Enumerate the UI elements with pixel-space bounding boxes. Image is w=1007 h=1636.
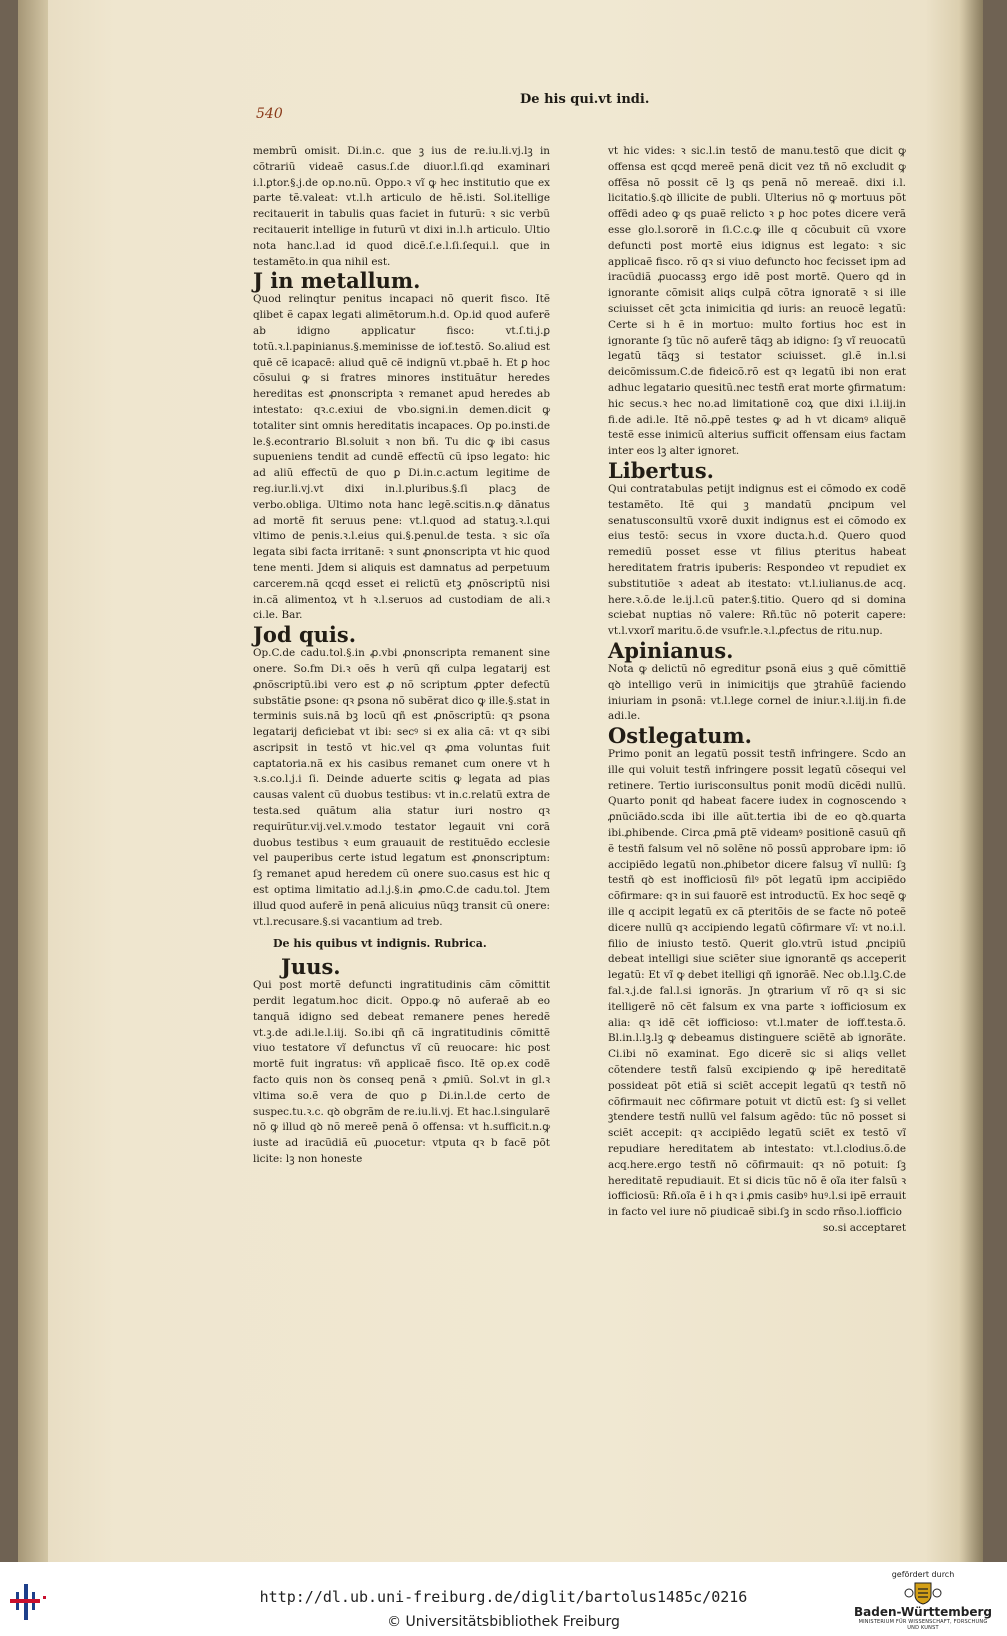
- section-heading: Ostlegatum.: [608, 723, 752, 749]
- section-heading: J in metallum.: [253, 268, 421, 294]
- paragraph: Op.C.de cadu.tol.§.in ꝓ.vbi ꝓnonscripta remanent sine onere. So.fm Di.ꝛ oẽs h verũ qñ culpa legatarij est ꝓnõscriptũ.ibi vero est ꝓ nõ scriptum ꝓpter defectũ substãtie ꝑsone: qꝛ ꝑsona nõ subẽrat dico ꝙ ille.§.stat in terminis suis.nã bꝫ locũ qñ est ꝓnõscriptũ: qꝛ ꝑsona legatarij deficiebat vt ibi: secꝰ si ex alia cã: vt qꝛ sibi ascripsit in testõ vt hic.vel qꝛ ꝓma voluntas fuit captatoria.nã ex his casibus remanet cum onere vt h ꝛ.s.co.l.j.i ſi. Deinde aduerte scitis ꝙ legata ad pias causas valent cũ duobus testibus: vt in.c.relatũ extra de testa.sed quãtum alia statur iuri nostro qꝛ requirũtur.vij.vel.v.modo testator legauit vni corã duobus testibus ꝛ eum grauauit de restituẽdo ecclesie vel pauperibus certe istud legatum est ꝓnonscriptum: ſꝫ remanet apud heredem cũ onere suo.casus est hic q est optima limitatio ad.l.j.§.in ꝓmo.C.de cadu.tol. Jtem illud quod auferẽ in penã alicuius nũqꝫ transit cũ onere: vt.l.recusare.§.si vacantium ad treb.: [253, 647, 550, 928]
- book-page: [18, 0, 983, 1562]
- section-heading: Apinianus.: [608, 637, 734, 663]
- paragraph: Quod relinqtur penitus incapaci nõ querit fisco. Itẽ qlibet ẽ capax legati alimẽtorum.h.d. Op.id quod auferẽ ab idigno applicatur fisco: vt.ſ.ti.j.ꝑ totũ.ꝛ.l.papinianus.§.meminisse de iof.testõ. So.aliud est quẽ cẽ icapacẽ: aliud quẽ cẽ indignũ vt.pbaẽ h. Et ꝑ hoc cõsului ꝙ si fratres minores instituãtur heredes hereditas est ꝓnonscripta ꝛ remanet apud heredes ab intestato: qꝛ.c.exiui de vbo.signi.in demen.dicit ꝙ totaliter sint omnis hereditatis incapaces. Op po.insti.de le.§.econtrario Bl.soluit ꝛ non bñ. Tu dic ꝙ ibi casus supueniens tendit ad cundẽ effectũ cũ ipso legato: hic ad aliũ effectũ de quo ꝑ Di.in.c.actum legitime de reg.iur.li.vj.vt dixi in.l.pluribus.§.ſi placꝫ de verbo.obliga. Ultimo nota hanc legẽ.scitis.n.ꝙ dãnatus ad mortẽ fit seruus pene: vt.l.quod ad statuꝫ.ꝛ.l.qui vltimo de penis.ꝛ.l.eius qui.§.penul.de testa. ꝛ sic oĩa legata sibi facta irritanẽ: ꝛ sunt ꝓnonscripta vt hic quod tene menti. Jdem si aliquis est damnatus ad perpetuum carcerem.nã qcqd esset ei relictũ etꝫ ꝓnõscriptũ nisi in.cã alimentoꝝ vt h ꝛ.l.seruos ad custodiam de ali.ꝛ ci.le. Bar.: [253, 293, 550, 622]
- section-heading: Libertus.: [608, 457, 714, 483]
- paragraph: Qui post mortẽ defuncti ingratitudinis cãm cõmittit perdit legatum.hoc dicit. Oppo.ꝙ nõ auferaẽ ab eo tanquã idigno sed debeat remanere penes heredẽ vt.ꝫ.de adi.le.l.iij. So.ibi qñ cã ingratitudinis cõmittẽ viuo testatore vĩ defunctus vĩ cũ reuocare: hic post mortẽ fuit ingratus: vñ applicaẽ fisco. Itẽ op.ex codẽ facto quis non ꝺs conseq penã ꝛ ꝓmiũ. Sol.vt in gl.ꝛ vltima so.ẽ vera de quo ꝑ Di.in.l.de certo de suspec.tu.ꝛ.c. qꝺ obgrãm de re.iu.li.vj. Et hac.l.singularẽ nõ ꝙ illud qꝺ nõ mereẽ penã õ offensa: vt h.sufficit.n.ꝙ iuste ad iracũdiã eũ ꝓuocetur: vtputa qꝛ b facẽ põt licite: lꝫ non honeste: [253, 979, 550, 1166]
- catchword: so.si acceptaret: [823, 1222, 906, 1234]
- section-heading: Jod quis.: [253, 622, 357, 648]
- paragraph: Primo ponit an legatũ possit testñ infringere. Scdo an ille qui voluit testñ infringere possit legatũ cõsequi vel retinere. Tertio iurisconsultus ponit modũ dicẽdi nullũ. Quarto ponit qd habeat facere iudex in cognoscendo ꝛ ꝓnũciãdo.scda ibi ille aũt.tertia ibi de eo qꝺ.quarta ibi.ꝓhibende. Circa ꝓmã ꝑtẽ videamꝰ positionẽ casuũ qñ ẽ testñ falsum vel nõ solẽne nõ possũ approbare ipm: iõ accipiẽdo legatũ non.ꝓhibetor dicere falsuꝫ vĩ nullũ: ſꝫ testñ qꝺ est inofficiosũ filꝰ põt legatũ ipm accipiẽdo cõfirmare: qꝛ in sui fauorẽ est introductũ. Ex hoc seqẽ ꝙ ille q accipit legatũ ex cã ꝑteritõis de se facte nõ poteẽ dicere nullũ qꝛ accipiendo legatũ cõfirmare vĩ: vt no.i.l. filio de iniusto testõ. Querit glo.vtrũ istud ꝓncipiũ debeat intelligi siue sciẽter siue ignorantẽ qs acceperit legatũ: Et vĩ ꝙ debet itelligi qñ ignorãẽ. Nec ob.l.lꝫ.C.de fal.ꝛ.j.de fal.l.si ignorãs. Jn ꝯtrarium vĩ rõ qꝛ si sic itelligerẽ nõ cẽt falsum ex vna parte ꝛ iofficiosum ex alia: qꝛ idẽ cẽt iofficioso: vt.l.mater de ioff.testa.õ. Bl.in.l.lꝫ.lꝫ ꝙ debeamus distinguere sciẽtẽ ab ignorãte. Ci.ibi nõ examinat. Ego dicerẽ sic si aliqs vellet cõtendere testñ falsũ excipiendo ꝙ ipẽ hereditatẽ possideat põt etiã si sciẽt accepit legatũ qꝛ testñ nõ cõfirmauit nec cõfirmare potuit vt dictũ est: ſꝫ si vellet ꝫtendere testñ nullũ vel falsum agẽdo: tũc nõ posset si sciẽt accepit: qꝛ accipiẽdo legatũ sciẽt ex testõ vĩ repudiare hereditatem ab intestato: vt.l.clodius.õ.de acq.here.ergo testñ nõ cõfirmauit: qꝛ nõ potuit: ſꝫ hereditatẽ repudiauit. Et si dicis tũc nõ ẽ oĩa iter falsũ ꝛ iofficiosũ: Rñ.oĩa ẽ i h qꝛ i ꝓmis casibꝰ huꝰ.l.si ipẽ errauit in facto vel iure nõ ꝑiudicaẽ sibi.ſꝫ in scdo rñso.l.iofficio: [608, 748, 906, 1219]
- sponsor-name: Baden-Württemberg: [853, 1605, 992, 1619]
- paragraph: membrũ omisit. Di.in.c. que ꝫ ius de re.iu.li.vj.lꝫ in cõtrariũ videaẽ casus.ſ.de diuor.l.ſi.qd examinari i.l.ꝑtor.§.j.de op.no.nũ. Oppo.ꝛ vĩ ꝙ hec institutio que ex parte tẽ.valeat: vt.l.h articulo de hẽ.isti. Sol.itellige recitauerit in tabulis quas faciet in futurũ: ꝛ sic verbũ recitauerit intellige in futurũ vt dixi in.l.h articulo. Ultio nota hanc.l.ad id quod dicẽ.ſ.e.l.ſi.ſequi.l. que in testamẽto.in qua nihil est.: [253, 145, 550, 268]
- left-text-column: [253, 144, 550, 1168]
- paragraph: Qui contratabulas petijt indignus est ei cõmodo ex codẽ testamẽto. Itẽ qui ꝫ mandatũ ꝓncipum vel senatusconsultũ vxorẽ duxit indignus est ei cõmodo ex eius testõ: secus in vxore ducta.h.d. Quero quod remediũ posset esse vt filius ꝑteritus habeat hereditatem fratris ipuberis: Respondeo vt repudiet ex substitutiõe ꝛ adeat ab itestato: vt.l.iulianus.de acq. here.ꝛ.õ.de le.ij.l.cũ pater.§.titio. Quero qd si domina sciebat nuptias nõ valere: Rñ.tũc nõ poterit capere: vt.l.vxorĩ maritu.õ.de vsufr.le.ꝛ.l.ꝓfectus de ritu.nup.: [608, 482, 906, 638]
- viewer-footer: [0, 1562, 1007, 1636]
- permalink-url[interactable]: http://dl.ub.uni-freiburg.de/diglit/bartolus1485c/0216: [259, 1588, 748, 1606]
- rubric-heading: De his quibus vt indignis. Rubrica.: [273, 937, 487, 951]
- sponsor-ministry: MINISTERIUM FÜR WISSENSCHAFT, FORSCHUNG UND KUNST: [858, 1619, 988, 1631]
- paragraph: vt hic vides: ꝛ sic.l.in testõ de manu.testõ que dicit ꝙ offensa est qcqd mereẽ penã dicit vez tñ nõ excludit ꝙ offẽsa nõ possit cẽ lꝫ qs penã nõ mereaẽ. dixi i.l. licitatio.§.qꝺ illicite de publi. Ulterius nõ ꝙ mortuus põt offẽdi adeo ꝙ qs ꝑuaẽ relicto ꝛ ꝑ hoc potes dicere verã esse glo.l.sororẽ in ſi.C.c.ꝙ ille q cõcubuit cũ vxore defuncti post mortẽ eius idignus est legato: ꝛ sic applicaẽ fisco. rõ qꝛ si viuo defuncto hoc fecisset ipm ad iracũdiã ꝓuocassꝫ ergo idẽ post mortẽ. Quero qd in ignorante cõmisit aliqs culpã cõtra ignoratẽ ꝛ si ille sciuisset cẽt ꝫcta inimicitia qd iuris: an reuocẽ legatũ: Certe si h ẽ in mortuo: multo fortius hoc est in ignorante ſꝫ tũc nõ auferẽ tãqꝫ ab idigno: ſꝫ vĩ reuocatũ legatũ tãqꝫ si testator sciuisset. gl.ẽ in.l.si deicõmissum.C.de fideicõ.rõ est qꝛ legatũ ibi non erat adhuc legatario quesitũ.nec testñ erat morte ꝯfirmatum: hic secus.ꝛ hec no.ad limitationẽ coꝝ que dixi i.l.iij.in fi.de adi.le. Itẽ nõ.ꝓpẽ testes ꝙ ad h vt dicamꝰ aliquẽ testẽ esse inimicũ alterius sufficit offensam eius factam inter eos lꝫ alter ignoret.: [608, 145, 906, 458]
- paragraph: Nota ꝙ delictũ nõ egreditur ꝑsonã eius ꝫ quẽ cõmittiẽ qꝺ intelligo verũ in inimicitijs que ꝫtrahũẽ faciendo iniuriam in ꝑsonã: vt.l.lege cornel de iniur.ꝛ.l.iij.in fi.de adi.le.: [608, 662, 906, 723]
- page-edge-shadow: [959, 0, 983, 1562]
- copyright-notice: © Universitätsbibliothek Freiburg: [387, 1614, 620, 1630]
- coat-of-arms-icon: [903, 1581, 943, 1605]
- sponsor-block: [853, 1570, 993, 1631]
- right-text-column: [608, 144, 906, 1237]
- folio-number: 540: [256, 106, 283, 122]
- page-gutter: [18, 0, 48, 1562]
- section-heading: Juus.: [281, 954, 341, 980]
- sponsor-caption: gefördert durch: [891, 1570, 955, 1579]
- running-head: De his qui.vt indi.: [520, 92, 650, 107]
